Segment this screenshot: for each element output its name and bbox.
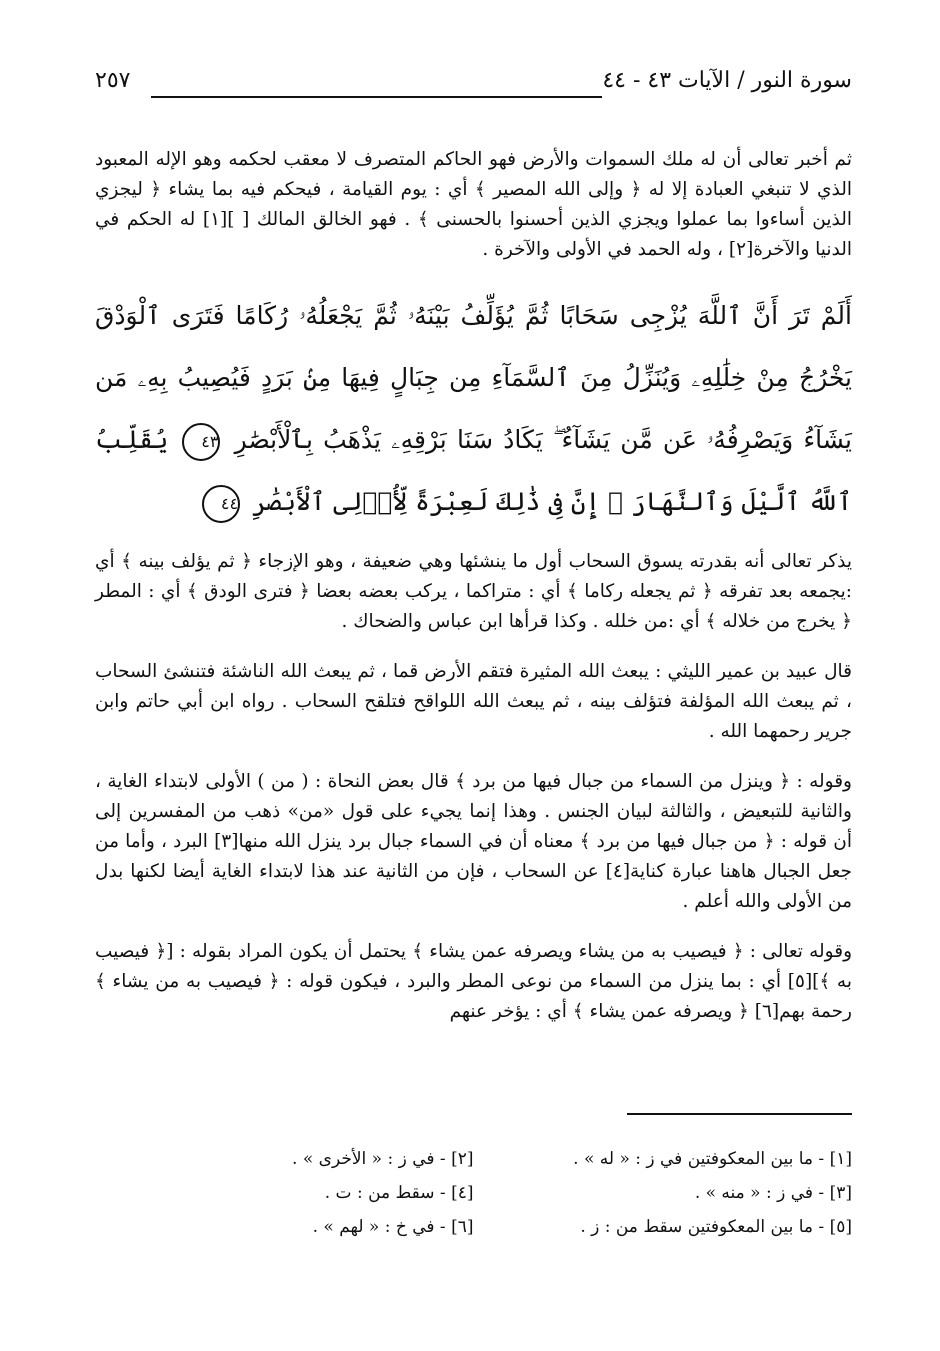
verse-text: أَلَمْ تَرَ أَنَّ ٱللَّهَ يُزْجِى سَحَابًا ثُمَّ يُؤَلِّفُ بَيْنَهُۥ ثُمَّ يَجْعَلُهُۥ رُكَامًا فَتَرَى ٱلْوَدْقَ يَخْرُجُ مِنْ خِلَٰلِهِۦ وَيُنَزِّلُ مِنَ ٱلسَّمَآءِ مِن جِبَالٍ فِيهَا مِنۢ بَرَدٍ فَيُصِيبُ بِهِۦ مَن يَشَآءُ وَيَصْرِفُهُۥ عَن مَّن يَشَآءُ ۖ يَكَادُ سَنَا بَرْقِهِۦ يَذْهَبُ بِٱلْأَبْصَٰرِ — [95, 301, 852, 454]
footnote-row — [95, 1176, 852, 1210]
commentary-paragraph — [95, 767, 852, 917]
footnote: [٦] - في خ : « لهم » . — [312, 1217, 474, 1237]
footnote-row — [95, 1210, 852, 1244]
verse-number-marker: ٤٤ — [202, 485, 240, 523]
paragraph-text: وقوله تعالى : ﴿ فيصيب به من يشاء ويصرفه عمن يشاء ﴾ يحتمل أن يكون المراد بقوله : [﴿ فيصيب به ﴾][٥] أي : بما ينزل من السماء من نوعى المطر والبرد ، فيكون قوله : ﴿ فيصيب به من يشاء ﴾ رحمة بهم[٦] ﴿ ويصرفه عمن يشاء ﴾ أي : يؤخر عنهم — [95, 941, 852, 1022]
commentary-paragraph — [95, 937, 852, 1027]
page-number: ٢٥٧ — [95, 68, 131, 93]
quran-verse-block — [95, 285, 852, 533]
footnote: [٥] - ما بين المعكوفتين سقط من : ز . — [580, 1217, 852, 1237]
footnote-row — [95, 1142, 852, 1176]
running-title: سورة النور / الآيات ٤٣ - ٤٤ — [602, 68, 852, 93]
footnotes — [95, 1142, 852, 1244]
footnote: [١] - ما بين المعكوفتين في ز : « له » . — [573, 1149, 852, 1169]
commentary-paragraph — [95, 547, 852, 637]
commentary-paragraph — [95, 657, 852, 747]
page-header — [95, 68, 852, 108]
paragraph-text: ثم أخبر تعالى أن له ملك السموات والأرض فهو الحاكم المتصرف لا معقب لحكمه وهو الإله المعبود الذي لا تنبغي العبادة إلا له ﴿ وإلى الله المصير ﴾ أي : يوم القيامة ، فيحكم فيه بما يشاء ﴿ ليجزي الذين أساءوا بما عملوا ويجزي الذين أحسنوا بالحسنى ﴾ . فهو الخالق المالك [ ][١] له الحكم في الدنيا والآخرة[٢] ، وله الحمد في الأولى والآخرة . — [95, 149, 852, 260]
page-body — [95, 145, 852, 1047]
commentary-paragraph — [95, 145, 852, 265]
footnote: [٢] - في ز : « الأخرى » . — [292, 1149, 474, 1169]
verse-text: يُقَلِّبُ ٱللَّهُ ٱلَّيْلَ وَٱلنَّهَارَ ۚ إِنَّ فِى ذَٰلِكَ لَعِبْرَةً لِّأُو۟لِى ٱلْأَبْصَٰرِ — [95, 425, 852, 516]
paragraph-text: وقوله : ﴿ وينزل من السماء من جبال فيها من برد ﴾ قال بعض النحاة : ( من ) الأولى لابتداء الغاية ، والثانية للتبعيض ، والثالثة لبيان الجنس . وهذا إنما يجيء على قول «من» ذهب من المفسرين إلى أن قوله : ﴿ من جبال فيها من برد ﴾ معناه أن في السماء جبال برد ينزل الله منها[٣] البرد ، وأما من جعل الجبال هاهنا عبارة كناية[٤] عن السحاب ، فإن من الثانية عند هذا لابتداء الغاية أيضا لكنها بدل من الأولى والله أعلم . — [95, 771, 852, 912]
footnote: [٤] - سقط من : ت . — [324, 1183, 474, 1203]
paragraph-text: قال عبيد بن عمير الليثي : يبعث الله المثيرة فتقم الأرض قما ، ثم يبعث الله الناشئة فتنشئ السحاب ، ثم يبعث الله المؤلفة فتؤلف بينه ، ثم يبعث الله اللواقح فتلقح السحاب . رواه ابن أبي حاتم وابن جرير رحمهما الله . — [95, 661, 852, 742]
footnote: [٣] - في ز : « منه » . — [694, 1183, 852, 1203]
paragraph-text: يذكر تعالى أنه بقدرته يسوق السحاب أول ما ينشئها وهي ضعيفة ، وهو الإزجاء ﴿ ثم يؤلف بينه ﴾ أي :يجمعه بعد تفرقه ﴿ ثم يجعله ركاما ﴾ أي : متراكما ، يركب بعضه بعضا ﴿ فترى الودق ﴾ أي : المطر ﴿ يخرج من خلاله ﴾ أي :من خلله . وكذا قرأها ابن عباس والضحاك . — [95, 551, 852, 632]
verse-number-marker: ٤٣ — [182, 423, 220, 461]
header-rule — [151, 96, 602, 98]
footnote-rule — [627, 1113, 852, 1115]
